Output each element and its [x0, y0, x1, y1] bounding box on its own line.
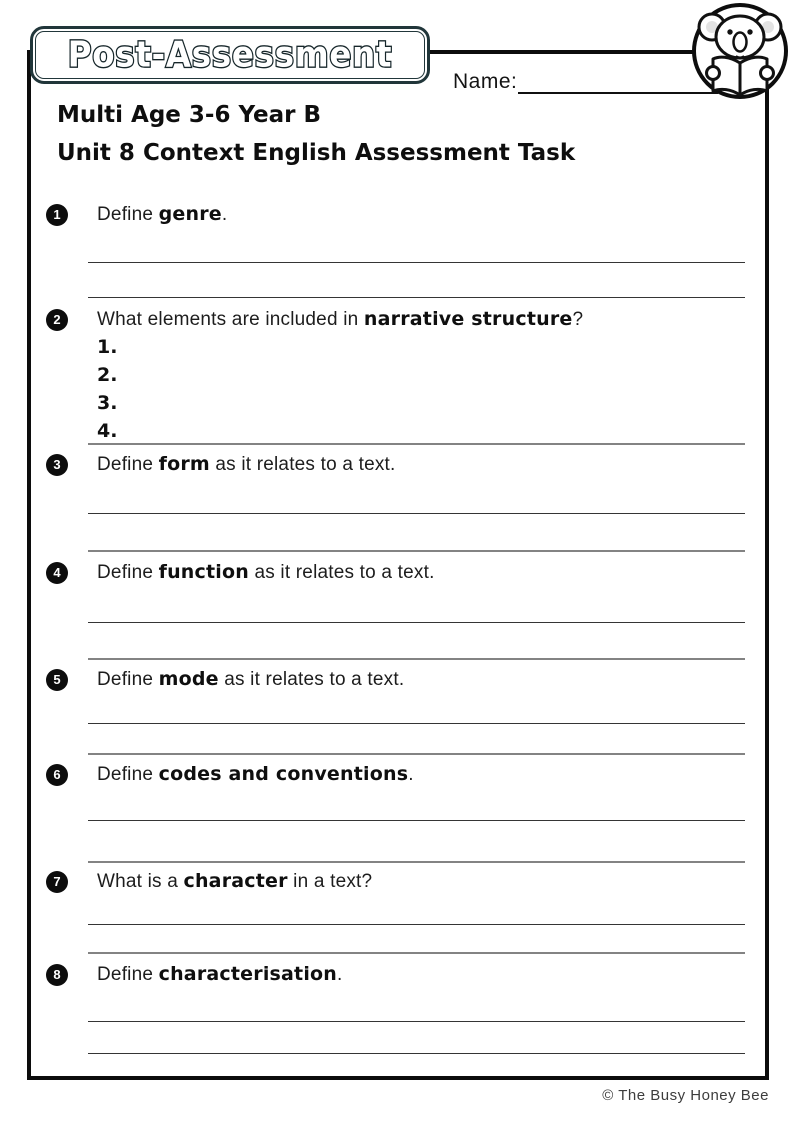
- post-assessment-title-box: [30, 26, 430, 84]
- question-7-prefix: What is a: [97, 871, 184, 892]
- question-7-suffix: in a text?: [287, 871, 373, 892]
- task-title-heading: Unit 8 Context English Assessment Task: [57, 140, 576, 166]
- koala-icon: [689, 1, 791, 105]
- answer-line: [88, 622, 745, 623]
- question-2-text: [97, 308, 583, 331]
- question-2-prefix: What elements are included in: [97, 309, 364, 330]
- question-8-number-badge: 8: [46, 964, 68, 986]
- question-4-number-badge: 4: [46, 562, 68, 584]
- question-8-prefix: Define: [97, 964, 159, 985]
- question-6-suffix: .: [408, 764, 414, 785]
- answer-line: [88, 861, 745, 863]
- course-heading: Multi Age 3-6 Year B: [57, 102, 322, 128]
- question-2-key-term: narrative structure: [363, 308, 573, 330]
- question-5-number-badge: 5: [46, 669, 68, 691]
- question-3-text: [97, 453, 396, 476]
- answer-line: [88, 658, 745, 660]
- question-5-text: [97, 668, 404, 691]
- question-6-text: [97, 763, 414, 786]
- question-2-list-item-4: 4.: [97, 420, 118, 442]
- question-5-key-term: mode: [158, 668, 219, 690]
- question-6-key-term: codes and conventions: [158, 763, 409, 785]
- question-4-key-term: function: [158, 561, 249, 583]
- answer-line: [88, 513, 745, 514]
- question-8-text: [97, 963, 343, 986]
- koala-reading-book-logo: [689, 1, 791, 105]
- question-1-text: [97, 203, 227, 226]
- question-8-suffix: .: [337, 964, 343, 985]
- question-7-key-term: character: [183, 870, 288, 892]
- question-5-suffix: as it relates to a text.: [218, 669, 405, 690]
- question-3-suffix: as it relates to a text.: [209, 454, 396, 475]
- answer-line: [88, 550, 745, 552]
- name-label: Name:: [453, 70, 518, 93]
- question-2-list-item-2: 2.: [97, 364, 118, 386]
- page-title: Post-Assessment: [67, 34, 393, 76]
- answer-line: [88, 723, 745, 724]
- question-2-number-badge: 2: [46, 309, 68, 331]
- question-1-key-term: genre: [158, 203, 222, 225]
- answer-line: [88, 952, 745, 954]
- question-2-list-item-1: 1.: [97, 336, 118, 358]
- title-bubble-text-svg: [33, 29, 427, 81]
- answer-line: [88, 262, 745, 263]
- answer-line: [88, 443, 745, 445]
- question-3-prefix: Define: [97, 454, 159, 475]
- question-1-number-badge: 1: [46, 204, 68, 226]
- question-2-list-item-3: 3.: [97, 392, 118, 414]
- question-2-suffix: ?: [572, 309, 584, 330]
- copyright-footer: © The Busy Honey Bee: [602, 1087, 769, 1104]
- question-8-key-term: characterisation: [158, 963, 338, 985]
- question-5-prefix: Define: [97, 669, 159, 690]
- question-3-number-badge: 3: [46, 454, 68, 476]
- question-3-key-term: form: [158, 453, 210, 475]
- name-write-line: [518, 92, 718, 94]
- answer-line: [88, 753, 745, 755]
- answer-line: [88, 1053, 745, 1054]
- question-1-suffix: .: [221, 204, 228, 225]
- question-6-number-badge: 6: [46, 764, 68, 786]
- question-7-text: [97, 870, 372, 893]
- answer-line: [88, 1021, 745, 1022]
- answer-line: [88, 924, 745, 925]
- question-4-suffix: as it relates to a text.: [248, 562, 435, 583]
- answer-line: [88, 820, 745, 821]
- question-4-prefix: Define: [97, 562, 159, 583]
- question-4-text: [97, 561, 435, 584]
- question-6-prefix: Define: [97, 764, 159, 785]
- question-7-number-badge: 7: [46, 871, 68, 893]
- answer-line: [88, 297, 745, 298]
- question-1-prefix: Define: [97, 204, 159, 225]
